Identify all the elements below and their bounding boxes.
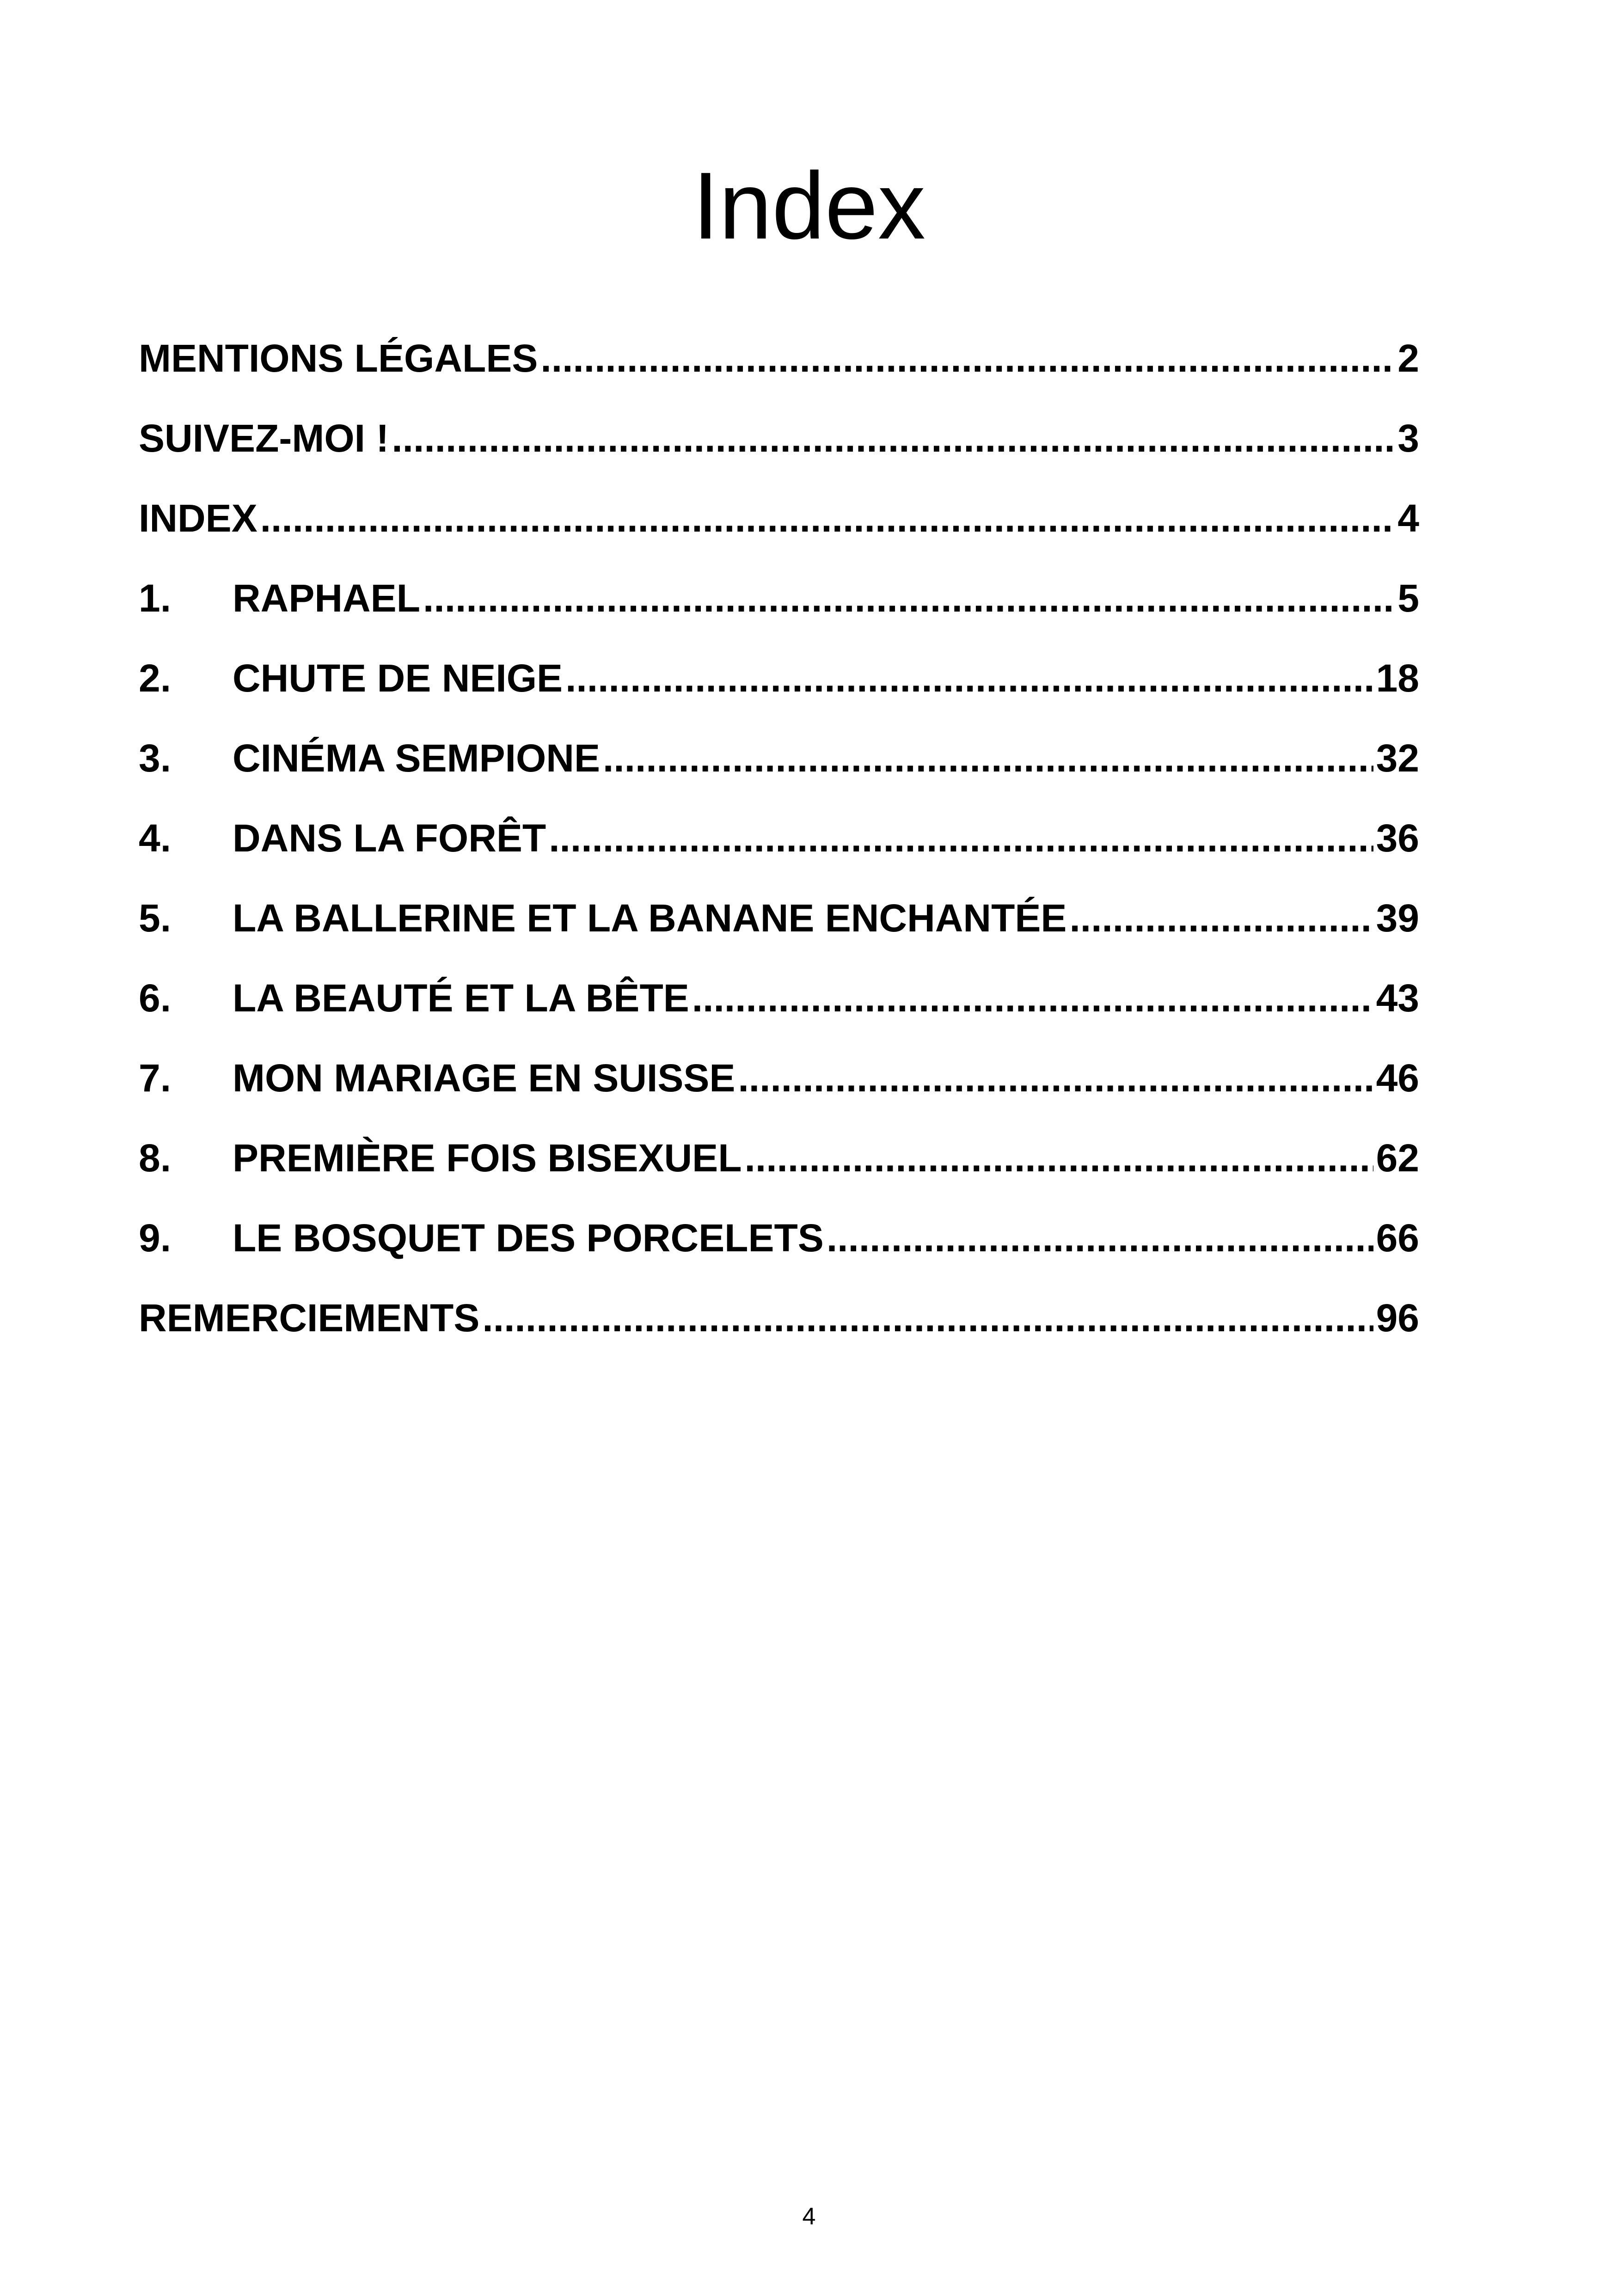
toc-entry-label: CINÉMA SEMPIONE [233,736,600,780]
toc-entry-label: DANS LA FORÊT [233,816,546,860]
toc-entry-page: 2 [1397,337,1419,380]
toc-entry-chapter-2[interactable] [139,643,1419,723]
toc-entry-number: 5. [139,896,172,940]
toc-dot-leader [692,963,1373,1033]
toc-entry-number: 4. [139,816,172,860]
toc-dot-leader [260,484,1395,553]
toc-entry-page: 46 [1376,1056,1419,1100]
toc-entry-chapter-4[interactable] [139,803,1419,883]
toc-dot-leader [745,1123,1373,1193]
toc-entry-page: 43 [1376,976,1419,1020]
toc-entry-number: 7. [139,1056,172,1100]
toc-entry-page: 66 [1376,1216,1419,1260]
toc-entry-number: 2. [139,656,172,700]
toc-entry-chapter-9[interactable] [139,1203,1419,1283]
toc-entry-label: RAPHAEL [233,576,421,620]
toc-dot-leader [549,803,1373,873]
toc-entry-label: MON MARIAGE EN SUISSE [233,1056,735,1100]
page-title: Index [693,153,925,259]
toc-entry-page: 3 [1397,416,1419,460]
toc-dot-leader [392,404,1395,473]
toc-entry-label: SUIVEZ-MOI ! [139,416,389,460]
toc-dot-leader [603,723,1373,793]
toc-entry-label: MENTIONS LÉGALES [139,337,538,380]
toc-entry-chapter-8[interactable] [139,1123,1419,1203]
toc-entry-number: 8. [139,1136,172,1180]
toc-entry-chapter-1[interactable] [139,563,1419,643]
toc-dot-leader [423,563,1395,633]
toc-entry-index[interactable] [139,484,1419,563]
toc-dot-leader [1069,883,1373,953]
footer-page-number: 4 [802,2203,816,2230]
toc-entry-page: 4 [1397,496,1419,540]
toc-entry-label: INDEX [139,496,257,540]
toc-entry-label: REMERCIEMENTS [139,1296,480,1340]
toc-entry-page: 96 [1376,1296,1419,1340]
toc-dot-leader [827,1203,1373,1273]
toc-entry-page: 32 [1376,736,1419,780]
toc-entry-chapter-5[interactable] [139,883,1419,963]
toc-dot-leader [738,1043,1373,1113]
toc-dot-leader [565,643,1373,713]
toc-entry-label: PREMIÈRE FOIS BISEXUEL [233,1136,742,1180]
toc-entry-suivez-moi[interactable] [139,404,1419,484]
toc-entry-mentions-legales[interactable] [139,324,1419,404]
toc-entry-number: 9. [139,1216,172,1260]
toc-entry-remerciements[interactable] [139,1283,1419,1363]
toc-entry-page: 39 [1376,896,1419,940]
toc-entry-number: 1. [139,576,172,620]
toc-entry-number: 3. [139,736,172,780]
toc-entry-label: LE BOSQUET DES PORCELETS [233,1216,824,1260]
toc-entry-label: LA BALLERINE ET LA BANANE ENCHANTÉE [233,896,1067,940]
toc-entry-page: 36 [1376,816,1419,860]
toc-entry-page: 62 [1376,1136,1419,1180]
toc-entry-chapter-6[interactable] [139,963,1419,1043]
toc-entry-label: LA BEAUTÉ ET LA BÊTE [233,976,689,1020]
toc-entry-page: 5 [1397,576,1419,620]
toc-dot-leader [482,1283,1373,1353]
toc-entry-chapter-3[interactable] [139,723,1419,803]
toc-entry-page: 18 [1376,656,1419,700]
toc-entry-label: CHUTE DE NEIGE [233,656,563,700]
toc-dot-leader [540,324,1395,393]
table-of-contents [139,324,1419,1363]
toc-entry-chapter-7[interactable] [139,1043,1419,1123]
toc-entry-number: 6. [139,976,172,1020]
